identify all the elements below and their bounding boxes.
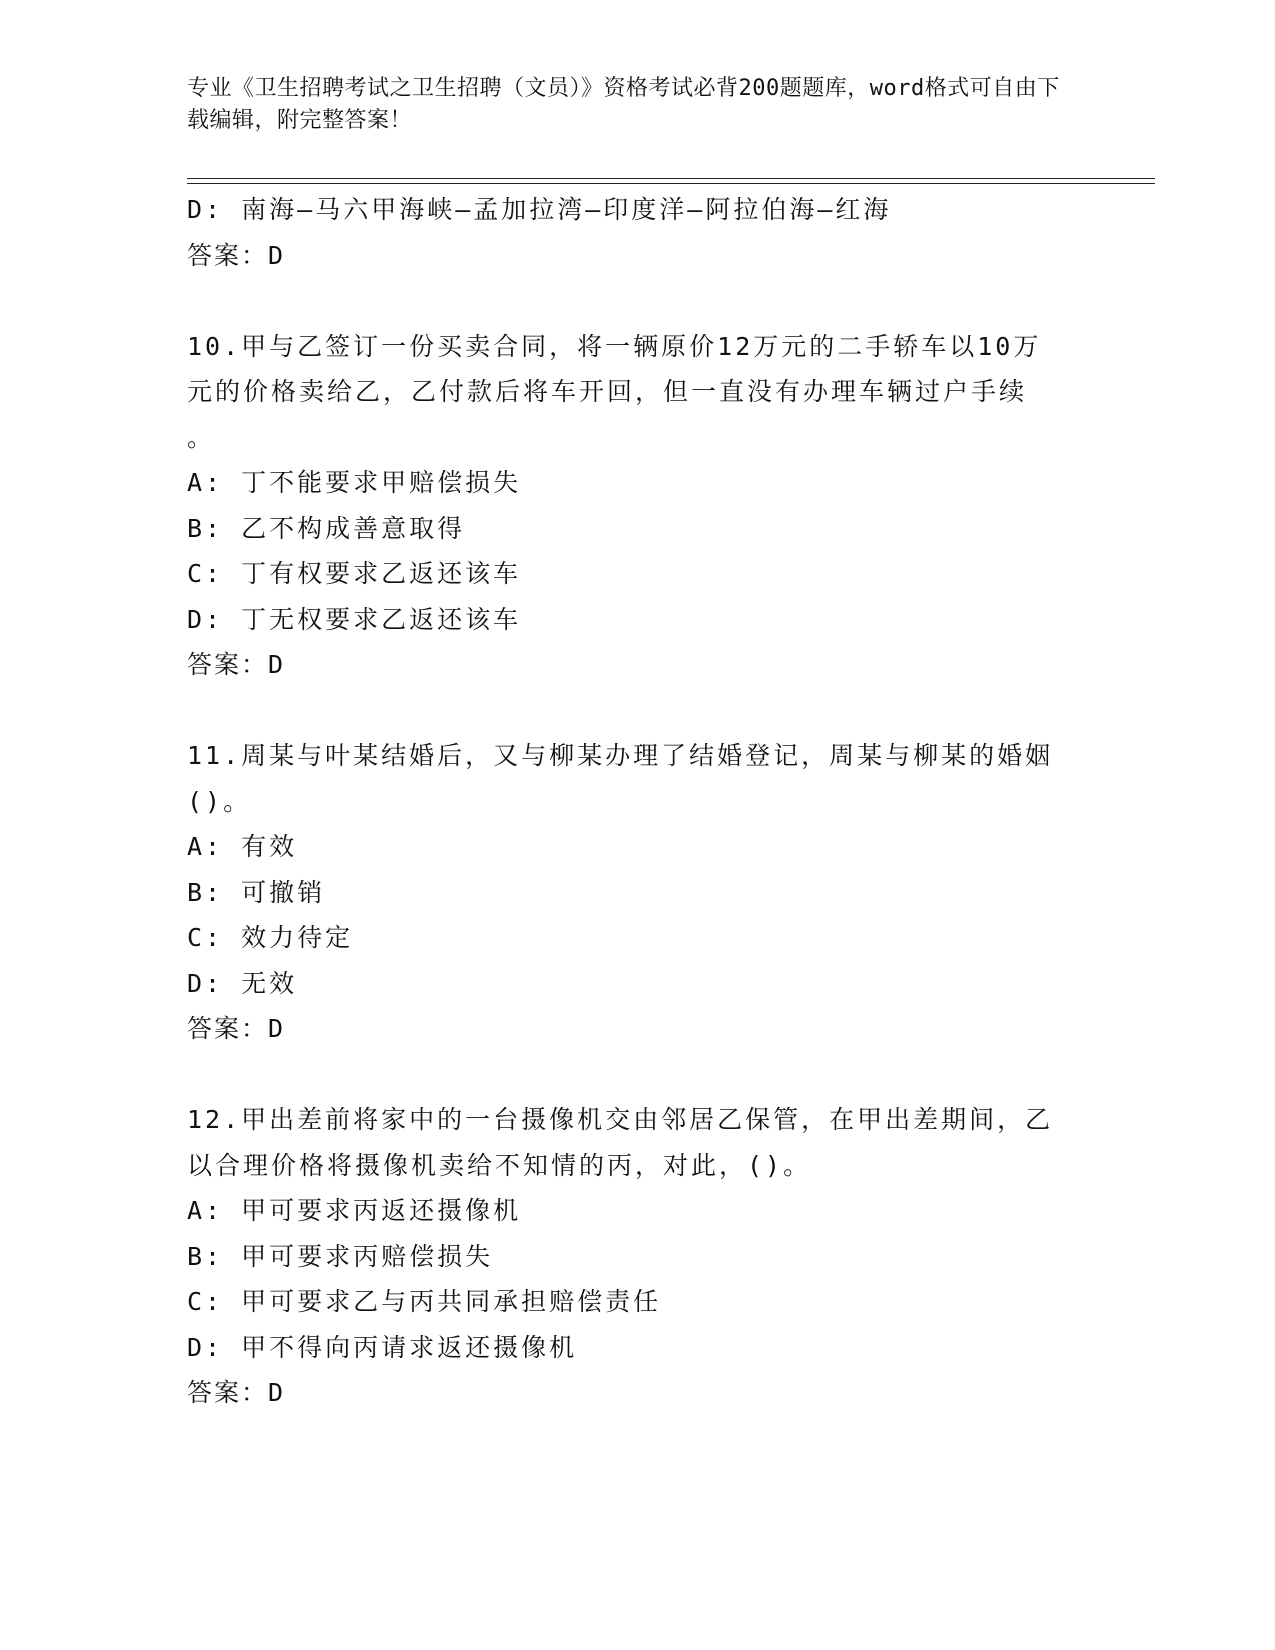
question-stem: 10.甲与乙签订一份买卖合同，将一辆原价12万元的二手轿车以10万 (187, 331, 1042, 361)
option-b: B: 乙不构成善意取得 (187, 513, 466, 543)
question-stem: 11.周某与叶某结婚后，又与柳某办理了结婚登记，周某与柳某的婚姻 (187, 741, 1054, 770)
option-c: C: 效力待定 (187, 923, 354, 952)
question-11 (187, 733, 1067, 1052)
spacer (187, 688, 1067, 734)
document-header (187, 73, 1067, 137)
question-stem: 以合理价格将摄像机卖给不知情的丙，对此，()。 (187, 1150, 812, 1180)
answer: 答案：D (187, 1378, 286, 1407)
answer: 答案：D (187, 240, 286, 270)
header-divider-top (187, 178, 1155, 179)
question-stem: ()。 (187, 786, 252, 816)
question-10 (187, 324, 1067, 688)
option-d: D: 无效 (187, 968, 298, 998)
question-12 (187, 1097, 1067, 1416)
answer: 答案：D (187, 1014, 286, 1043)
option-a: A: 甲可要求丙返还摄像机 (187, 1196, 522, 1225)
option-c: C: 丁有权要求乙返还该车 (187, 559, 522, 588)
option-a: A: 丁不能要求甲赔偿损失 (187, 468, 522, 497)
option-b: B: 甲可要求丙赔偿损失 (187, 1241, 494, 1271)
question-stem: 。 (187, 422, 216, 452)
option-c: C: 甲可要求乙与丙共同承担赔偿责任 (187, 1287, 662, 1316)
header-divider-bottom (187, 183, 1155, 184)
header-text: 专业《卫生招聘考试之卫生招聘（文员）》资格考试必背200题题库，word格式可自由下载编辑，附完整答案！ (187, 76, 1060, 133)
option-b: B: 可撤销 (187, 877, 326, 907)
question-stem: 12.甲出差前将家中的一台摄像机交由邻居乙保管，在甲出差期间，乙 (187, 1105, 1054, 1134)
spacer (187, 278, 1067, 324)
spacer (187, 1052, 1067, 1098)
question-stem: 元的价格卖给乙，乙付款后将车开回，但一直没有办理车辆过户手续 (187, 377, 1028, 406)
option-d: D: 丁无权要求乙返还该车 (187, 604, 522, 634)
option-a: A: 有效 (187, 832, 298, 861)
option-d: D: 甲不得向丙请求返还摄像机 (187, 1332, 578, 1362)
question-list (187, 187, 1067, 1416)
question-9-tail (187, 187, 1067, 278)
option-d: D: 南海—马六甲海峡—孟加拉湾—印度洋—阿拉伯海—红海 (187, 195, 892, 224)
answer: 答案：D (187, 650, 286, 679)
